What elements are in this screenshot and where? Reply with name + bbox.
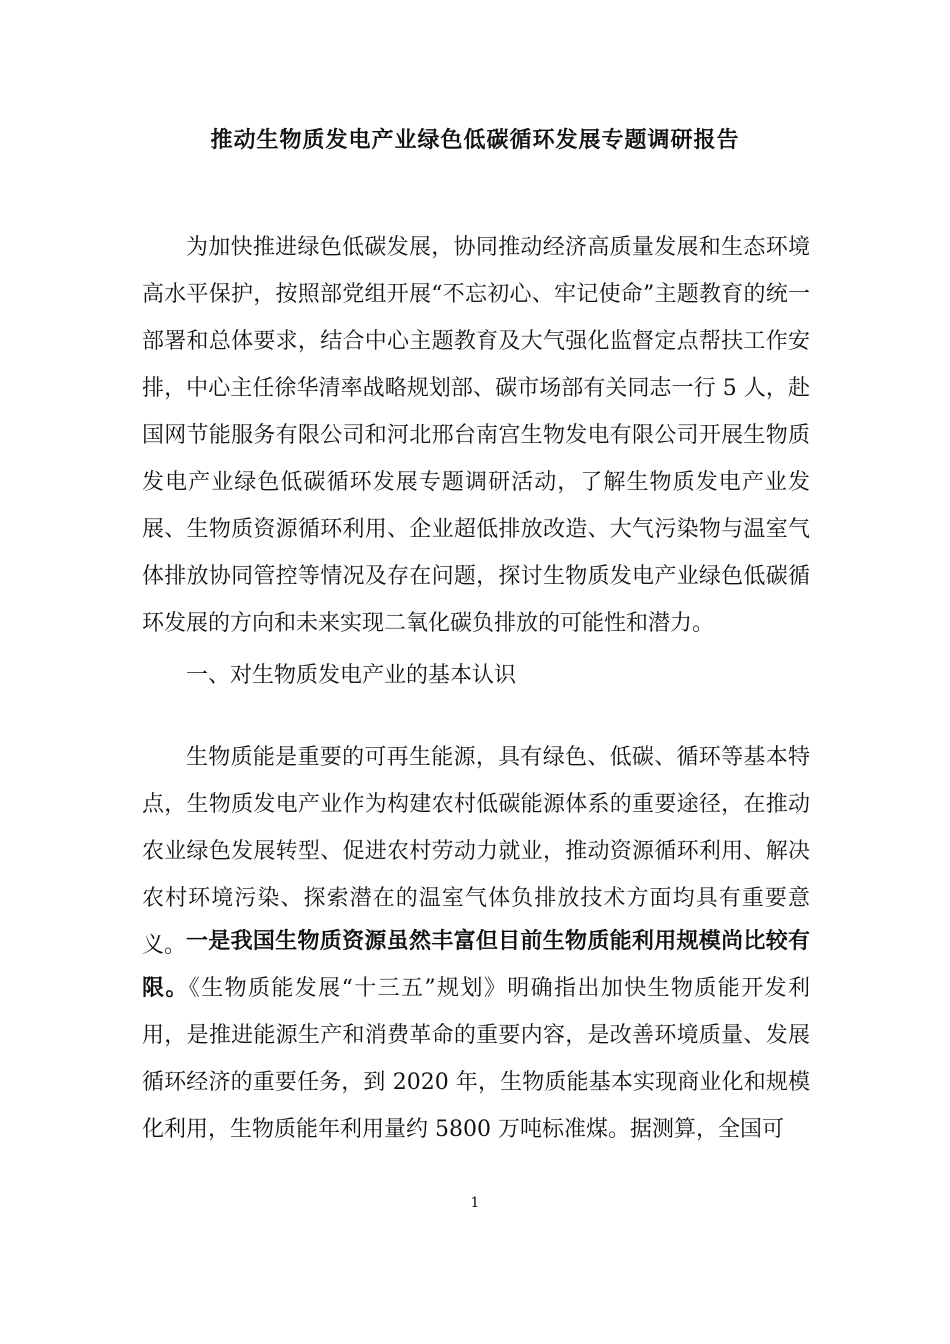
paragraph-point-one <box>142 918 810 1153</box>
section-heading: 一、对生物质发电产业的基本认识 <box>186 663 517 688</box>
document-title: 推动生物质发电产业绿色低碳循环发展专题调研报告 <box>210 127 740 153</box>
paragraph-point-one-lead: 一是我国生物质资源虽然丰富但目前生物质能利用规模尚比较有限。 <box>142 928 810 1001</box>
paragraph-point-one-body: 《生物质能发展“十三五”规划》明确指出加快生物质能开发利用，是推进能源生产和消费革命的重要内容，是改善环境质量、发展循环经济的重要任务，到 2020 年，生物质能基本实现商业化和规模化利用，生物质能年利用量约 5800 万吨标准煤。据测算，全国可 <box>142 976 810 1142</box>
paragraph-basic-understanding: 生物质能是重要的可再生能源，具有绿色、低碳、循环等基本特点，生物质发电产业作为构建农村低碳能源体系的重要途径，在推动农业绿色发展转型、促进农村劳动力就业，推动资源循环利用、解决农村环境污染、探索潜在的温室气体负排放技术方面均具有重要意义。 <box>142 745 810 958</box>
paragraph-intro: 为加快推进绿色低碳发展，协同推动经济高质量发展和生态环境高水平保护，按照部党组开展“不忘初心、牢记使命”主题教育的统一部署和总体要求，结合中心主题教育及大气强化监督定点帮扶工作安排，中心主任徐华清率战略规划部、碳市场部有关同志一行 5 人，赴国网节能服务有限公司和河北邢台南宫生物发电有限公司开展生物质发电产业绿色低碳循环发展专题调研活动，了解生物质发电产业发展、生物质资源循环利用、企业超低排放改造、大气污染物与温室气体排放协同管控等情况及存在问题，探讨生物质发电产业绿色低碳循环发展的方向和未来实现二氧化碳负排放的可能性和潜力。 <box>142 235 810 636</box>
page-number: 1 <box>470 1195 480 1211</box>
